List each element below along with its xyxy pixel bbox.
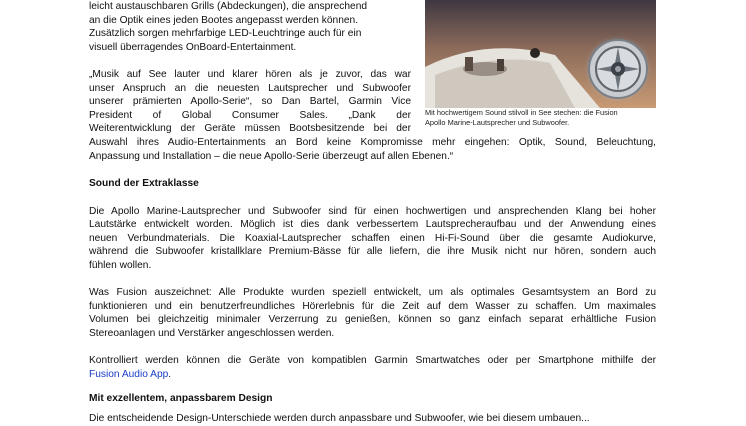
quote-line: Auswahl ihres Audio-Entertainments an Bord keine Kompromisse mehr eingehen: Optik, Sound, Beleuchtung, [89,137,656,148]
product-photo [425,0,656,108]
punctuation: . [168,368,172,380]
section-heading: Sound der Extraklasse [89,178,199,189]
paragraph-line: Stereoanlagen und Verstärker angeschlossen werden. [89,327,335,339]
paragraph-line: funktionieren und ein benutzerfreundliches Hörerlebnis für die Zeit auf dem Wasser zu schaffen. Um maximales [89,300,656,312]
intro-line: Zusätzlich sorgen mehrfarbige LED-Leuchtringe auch für ein [89,28,362,40]
paragraph-line: Lautstärke entwickelt worden. Möglich ist dies dank verbessertem Lautsprecheraufbau und der Anwendung eines [89,219,656,231]
document-page [89,0,656,424]
paragraph-line: Die Apollo Marine-Lautsprecher und Subwoofer sind für einen hochwertigen und ansprechenden Klang bei hoher [89,205,656,217]
image-caption: Mit hochwertigem Sound stilvoll in See stechen: die Fusion [425,108,618,117]
fusion-audio-app-link[interactable]: Fusion Audio App [89,368,169,380]
quote-line: Weiterentwicklung der Geräte müssen Bootsbesitzende bei der [89,123,411,135]
image-caption: Apollo Marine-Lautsprecher und Subwoofer. [425,118,570,127]
quote-line: unserer prämierten Apollo-Serie“, so Dan Bartel, Garmin Vice [89,96,411,108]
quote-line: President of Global Consumer Sales. „Dank der [89,109,411,121]
intro-line: an die Optik eines jeden Bootes angepasst werden können. [89,14,359,26]
quote-line: Anpassung und Installation – die neue Apollo-Serie überzeugt auf allen Ebenen.“ [89,150,454,162]
paragraph-line: Volumen bei gleichzeitig minimaler Verzerrung zu genießen, können so ganz einfach separat erhältliche Fusion [89,314,656,326]
paragraph-line: während die Subwoofer kristallklare Premium-Bässe für alle liefern, die ihre Musik nicht nur hören, sondern auch [89,246,656,258]
paragraph-line: neuen Verbundmaterials. Die Koaxial-Lautsprecher schaffen einen Hi-Fi-Sound über die gesamte Audiokurve, [89,232,656,244]
paragraph-line [89,368,656,382]
paragraph-line: Kontrolliert werden können die Geräte von kompatiblen Garmin Smartwatches oder per Smartphone mithilfe der [89,355,656,366]
intro-line: visuell überragendes OnBoard-Entertainment. [89,41,297,53]
intro-line: leicht austauschbaren Grills (Abdeckungen), die ansprechend [89,1,368,12]
quote-line: „Musik auf See lauter und klarer hören als je zuvor, das war [89,69,411,80]
paragraph-line: Was Fusion auszeichnet: Alle Produkte wurden speziell entwickelt, um als optimales Gesamtsystem an Bord zu [89,287,656,298]
paragraph-line: Die entscheidende Design-Unterschiede werden durch anpassbare und Subwoofer, wie bei diesem umbauen... [89,413,590,424]
section-heading: Mit exzellentem, anpassbarem Design [89,393,273,404]
paragraph-line: fühlen wollen. [89,259,152,271]
quote-line: unser Anspruch an die neuesten Lautsprecher und Subwoofer [89,82,411,94]
